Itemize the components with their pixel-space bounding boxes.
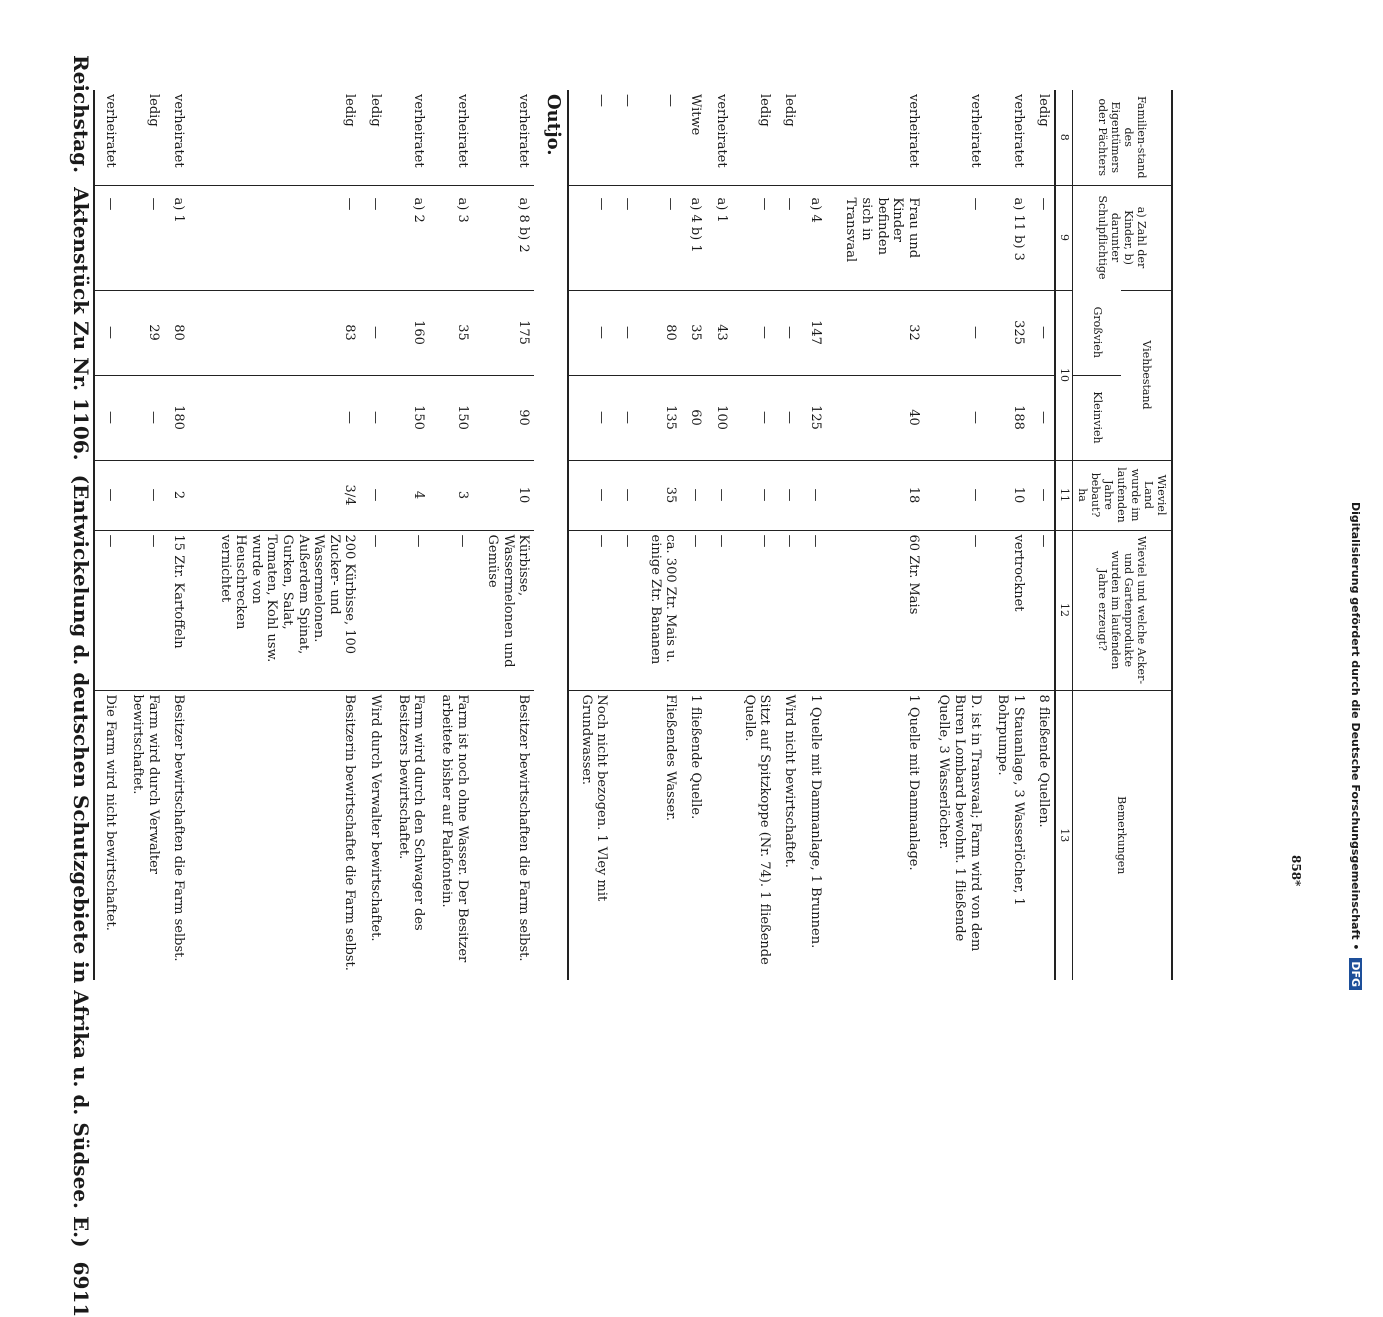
cell-land-ha: — <box>732 460 775 530</box>
table-row <box>164 90 189 980</box>
table-row <box>429 90 472 980</box>
cell-products: Kürbisse, Wassermelonen und Gemüse <box>473 530 535 690</box>
cell-remarks: Farm wird durch den Schwager des Besitzers bewirtschaftet. <box>386 690 429 980</box>
table-row <box>826 90 924 980</box>
cell-family-status: verheiratet <box>454 94 470 168</box>
table-row <box>121 90 164 980</box>
cell-large-livestock: 160 <box>386 290 429 375</box>
cell-large-livestock: 83 <box>189 290 360 375</box>
cell-large-livestock: 32 <box>826 290 924 375</box>
cell-children: a) 11 b) 3 <box>986 185 1029 290</box>
cell-family-status: verheiratet <box>1011 94 1027 168</box>
col-header-livestock: Viehbestand <box>1121 290 1172 460</box>
cell-products: — <box>386 530 429 690</box>
cell-remarks: Besitzerin bewirtschaftet die Farm selbst. <box>189 690 360 980</box>
cell-children: a) 4 <box>800 185 825 290</box>
cell-large-livestock: — <box>924 290 986 375</box>
cell-family-status: — <box>594 94 610 107</box>
cell-small-livestock: — <box>775 375 800 460</box>
cell-children: — <box>121 185 164 290</box>
cell-remarks: Farm wird durch Verwalter bewirtschaftet. <box>121 690 164 980</box>
table-row <box>1029 90 1055 980</box>
data-table <box>93 90 1173 980</box>
cell-large-livestock: 80 <box>638 290 681 375</box>
header-title: Aktenstück Zu Nr. 1106. <box>69 187 93 461</box>
cell-family-status: verheiratet <box>171 94 187 168</box>
header-subtitle: (Entwickelung d. deutschen Schutzgebiete in Afrika u. d. Südsee. E.) <box>69 474 93 1248</box>
cell-small-livestock: — <box>924 375 986 460</box>
cell-land-ha: — <box>568 460 613 530</box>
cell-remarks: Farm ist noch ohne Wasser. Der Besitzer arbeitete bisher auf Palafontein. <box>429 690 472 980</box>
cell-family-status: ledig <box>757 94 773 127</box>
cell-land-ha: 3/4 <box>189 460 360 530</box>
cell-small-livestock: 100 <box>706 375 731 460</box>
cell-large-livestock: — <box>775 290 800 375</box>
cell-children: — <box>189 185 360 290</box>
cell-small-livestock: 40 <box>826 375 924 460</box>
col-number: 12 <box>1056 530 1073 690</box>
cell-products: — <box>568 530 613 690</box>
dfg-logo: DFG <box>1349 958 1362 990</box>
cell-children: — <box>775 185 800 290</box>
cell-large-livestock: — <box>612 290 637 375</box>
cell-remarks: Wird durch Verwalter bewirtschaftet. <box>360 690 385 980</box>
table-row <box>732 90 775 980</box>
cell-small-livestock: 125 <box>800 375 825 460</box>
cell-remarks: 8 fließende Quellen. <box>1029 690 1055 980</box>
table-body-first <box>568 90 1056 980</box>
col-header-large-livestock: Großvieh <box>1090 306 1104 358</box>
cell-family-status: verheiratet <box>905 94 921 168</box>
cell-products: vertrocknet <box>986 530 1029 690</box>
cell-land-ha: — <box>121 460 164 530</box>
cell-remarks <box>612 690 637 980</box>
table-row <box>681 90 706 980</box>
col-header-remarks: Bemerkungen <box>1072 690 1172 980</box>
cell-land-ha: 10 <box>473 460 535 530</box>
cell-remarks: 1 Quelle mit Dammanlage. <box>826 690 924 980</box>
table-row <box>986 90 1029 980</box>
col-number: 9 <box>1056 185 1073 290</box>
page-header <box>69 55 93 1317</box>
cell-small-livestock: — <box>568 375 613 460</box>
cell-family-status: verheiratet <box>967 94 983 168</box>
cell-land-ha: 3 <box>429 460 472 530</box>
cell-children: a) 1 <box>706 185 731 290</box>
cell-large-livestock: 80 <box>164 290 189 375</box>
cell-large-livestock: — <box>568 290 613 375</box>
cell-family-status: ledig <box>367 94 383 127</box>
sheet-number: 858* <box>1289 855 1303 887</box>
cell-large-livestock: 175 <box>473 290 535 375</box>
cell-small-livestock: — <box>121 375 164 460</box>
cell-family-status <box>800 90 825 185</box>
cell-large-livestock: 325 <box>986 290 1029 375</box>
cell-children: — <box>1029 185 1055 290</box>
col-header-family: Familien-stand des Eigentümers oder Pächters <box>1095 96 1149 179</box>
cell-family-status: ledig <box>342 94 358 127</box>
cell-remarks: Fließendes Wasser. <box>638 690 681 980</box>
cell-large-livestock: 147 <box>800 290 825 375</box>
cell-family-status: ledig <box>146 94 161 127</box>
cell-children: a) 1 <box>164 185 189 290</box>
cell-products: — <box>775 530 800 690</box>
footer-credit: Digitalisierung gefördert durch die Deutsche Forschungsgemeinschaft • <box>1349 501 1362 951</box>
cell-land-ha: — <box>775 460 800 530</box>
cell-large-livestock: 35 <box>681 290 706 375</box>
table-row <box>360 90 385 980</box>
table-row <box>612 90 637 980</box>
cell-products: — <box>1029 530 1055 690</box>
col-number: 11 <box>1056 460 1073 530</box>
table-row <box>386 90 429 980</box>
cell-children: — <box>732 185 775 290</box>
section-row <box>534 90 567 980</box>
table-row <box>800 90 825 980</box>
cell-family-status: ledig <box>782 94 798 127</box>
cell-small-livestock: — <box>1029 375 1055 460</box>
cell-children: a) 8 b) 2 <box>473 185 535 290</box>
table-row <box>189 90 360 980</box>
table-row <box>775 90 800 980</box>
cell-products: — <box>612 530 637 690</box>
cell-small-livestock: — <box>94 375 120 460</box>
page-number: 6911 <box>69 1261 93 1317</box>
column-number-row <box>1056 90 1073 980</box>
cell-products: — <box>732 530 775 690</box>
cell-remarks: 1 Quelle mit Dammanlage, 1 Brunnen. <box>800 690 825 980</box>
cell-land-ha: 18 <box>826 460 924 530</box>
cell-products: — <box>429 530 472 690</box>
col-header-products: Wieviel und welche Acker- und Gartenprodukte wurden im laufenden Jahre erzeugt? <box>1072 530 1172 690</box>
col-number: 10 <box>1056 290 1073 460</box>
cell-family-status: — <box>619 94 635 107</box>
cell-small-livestock: 188 <box>986 375 1029 460</box>
cell-products: 200 Kürbisse, 100 Zucker- und Wassermelonen. Außerdem Spinat, Gurken, Salat, Tomaten, Kohl usw. wurde von Heuschrecken vernichtet <box>189 530 360 690</box>
cell-children: — <box>94 185 120 290</box>
cell-remarks: D. ist in Transvaal; Farm wird von dem Buren Lombard bewohnt. 1 fließende Quelle, 3 Wasserlöcher. <box>924 690 986 980</box>
cell-children: a) 4 b) 1 <box>681 185 706 290</box>
cell-large-livestock: 43 <box>706 290 731 375</box>
cell-family-status: Witwe <box>688 94 704 136</box>
cell-products: — <box>681 530 706 690</box>
cell-children: — <box>360 185 385 290</box>
table-row <box>94 90 120 980</box>
cell-land-ha: — <box>924 460 986 530</box>
cell-children: — <box>568 185 613 290</box>
cell-products: 60 Ztr. Mais <box>826 530 924 690</box>
col-number: 13 <box>1056 690 1073 980</box>
table-row <box>638 90 681 980</box>
cell-land-ha: — <box>612 460 637 530</box>
cell-remarks: Sitzt auf Spitzkoppe (Nr. 74). 1 fließende Quelle. <box>732 690 775 980</box>
cell-products: — <box>94 530 120 690</box>
cell-children: a) 2 <box>386 185 429 290</box>
cell-land-ha: 4 <box>386 460 429 530</box>
table-body-outjo <box>94 90 534 980</box>
cell-products: — <box>360 530 385 690</box>
cell-small-livestock: 150 <box>386 375 429 460</box>
cell-land-ha: — <box>681 460 706 530</box>
cell-family-status: verheiratet <box>102 94 118 168</box>
cell-remarks: Besitzer bewirtschaften die Farm selbst. <box>473 690 535 980</box>
cell-products: — <box>121 530 164 690</box>
cell-small-livestock: — <box>612 375 637 460</box>
cell-remarks: Wird nicht bewirtschaftet. <box>775 690 800 980</box>
cell-small-livestock: 180 <box>164 375 189 460</box>
cell-small-livestock: 60 <box>681 375 706 460</box>
cell-small-livestock: — <box>360 375 385 460</box>
table-row <box>924 90 986 980</box>
cell-land-ha: 35 <box>638 460 681 530</box>
cell-small-livestock: 90 <box>473 375 535 460</box>
cell-children: — <box>638 185 681 290</box>
cell-land-ha: — <box>94 460 120 530</box>
cell-children: a) 3 <box>429 185 472 290</box>
cell-land-ha: 10 <box>986 460 1029 530</box>
cell-large-livestock: — <box>1029 290 1055 375</box>
cell-small-livestock: 135 <box>638 375 681 460</box>
cell-remarks: 1 fließende Quelle. <box>681 690 706 980</box>
cell-small-livestock: 150 <box>429 375 472 460</box>
cell-children: — <box>612 185 637 290</box>
section-title: Outjo. <box>534 90 567 980</box>
cell-children: Frau und Kinder befinden sich in Transvaal <box>826 185 924 290</box>
table-row <box>706 90 731 980</box>
cell-land-ha: — <box>360 460 385 530</box>
cell-children: — <box>924 185 986 290</box>
table-row <box>473 90 535 980</box>
col-header-land: Wieviel Land wurde im laufenden Jahre bebaut? ha <box>1072 460 1172 530</box>
cell-remarks: Noch nicht bezogen. 1 Vley mit Grundwasser. <box>568 690 613 980</box>
cell-products: 15 Ztr. Kartoffeln <box>164 530 189 690</box>
cell-products: — <box>800 530 825 690</box>
cell-large-livestock: 29 <box>121 290 164 375</box>
table-row <box>568 90 613 980</box>
cell-land-ha: — <box>800 460 825 530</box>
section-outjo <box>534 90 567 980</box>
cell-family-status: verheiratet <box>713 94 729 168</box>
cell-remarks: Die Farm wird nicht bewirtschaftet. <box>94 690 120 980</box>
cell-family-status: verheiratet <box>411 94 427 168</box>
col-number: 8 <box>1056 90 1073 185</box>
cell-land-ha: — <box>1029 460 1055 530</box>
cell-large-livestock: — <box>360 290 385 375</box>
header-left: Reichstag. <box>69 55 93 174</box>
cell-small-livestock: — <box>732 375 775 460</box>
cell-products: — <box>706 530 731 690</box>
cell-large-livestock: — <box>94 290 120 375</box>
cell-family-status: verheiratet <box>516 94 532 168</box>
footer-strip <box>1340 10 1370 990</box>
col-header-small-livestock: Kleinvieh <box>1072 375 1121 460</box>
cell-land-ha: 2 <box>164 460 189 530</box>
cell-land-ha: — <box>706 460 731 530</box>
cell-large-livestock: 35 <box>429 290 472 375</box>
cell-family-status: — <box>663 94 679 107</box>
header-row <box>1121 90 1172 980</box>
cell-products: — <box>924 530 986 690</box>
cell-remarks: 1 Stauanlage, 3 Wasserlöcher, 1 Bohrpumpe. <box>986 690 1029 980</box>
cell-large-livestock: — <box>732 290 775 375</box>
cell-products: ca. 300 Ztr. Mais u. einige Ztr. Bananen <box>638 530 681 690</box>
col-header-children: a) Zahl der Kinder, b) darunter Schulpflichtige <box>1072 185 1172 290</box>
cell-small-livestock: — <box>189 375 360 460</box>
cell-remarks: Besitzer bewirtschaften die Farm selbst. <box>164 690 189 980</box>
cell-family-status: ledig <box>1036 94 1052 127</box>
cell-remarks <box>706 690 731 980</box>
